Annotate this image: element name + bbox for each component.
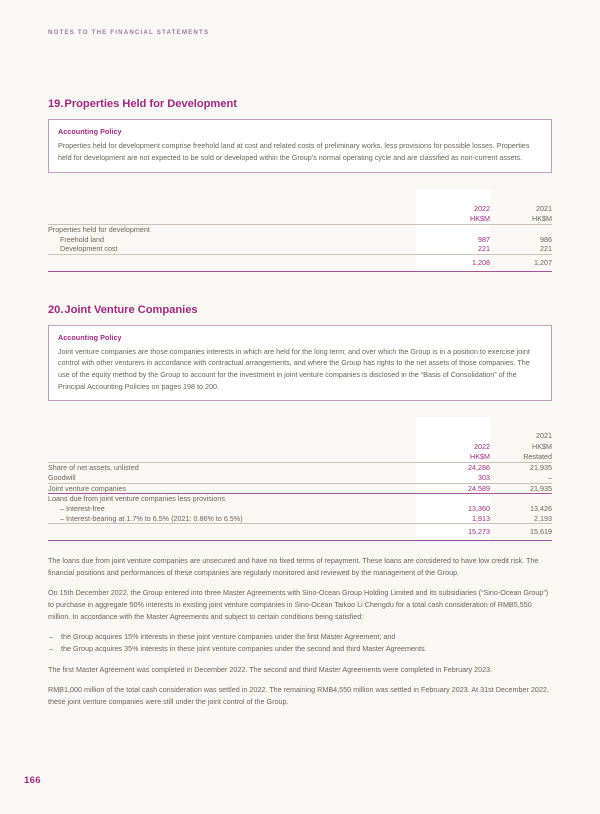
- note-20-paragraph-1: The loans due from joint venture companies are unsecured and have no fixed terms of repayment. These loans are considered to have low credit risk. The financial positions and performances of these companies are regularly monitored and reviewed by the management of the Group.: [48, 556, 539, 577]
- total-value-2021: 1,207: [490, 255, 552, 272]
- table-row: [48, 224, 552, 234]
- row-label: Development cost: [60, 244, 118, 254]
- running-header: NOTES TO THE FINANCIAL STATEMENTS: [48, 29, 210, 36]
- row-value-2022: 24,286: [416, 463, 490, 473]
- note-19-table: [48, 190, 552, 272]
- note-19-policy-title: Accounting Policy: [58, 127, 122, 137]
- total-value-2021: 15,619: [490, 524, 552, 541]
- note-20-title: Joint Venture Companies: [64, 303, 198, 316]
- table-row: [48, 514, 552, 524]
- note-20-bullet-list: [48, 631, 552, 654]
- subtotal-label: Joint venture companies: [48, 483, 416, 494]
- table-20-header-2021-year: 2021: [536, 431, 552, 441]
- note-section-20: [48, 272, 552, 708]
- row-value-2022: 221: [416, 244, 490, 254]
- note-20-policy-title: Accounting Policy: [58, 332, 122, 342]
- row-value-2021: 13,426: [530, 503, 552, 513]
- table-row: [48, 473, 552, 483]
- table-total-row: [48, 255, 552, 272]
- row-value-2022: 1,913: [416, 514, 490, 524]
- page-number: 166: [24, 775, 41, 786]
- total-label: [48, 524, 416, 541]
- list-item: [48, 643, 552, 655]
- row-label: – Interest-bearing at 1.7% to 6.5% (2021: 0.86% to 6.5%): [60, 513, 243, 523]
- spacer-cell: [48, 417, 416, 431]
- note-20-table-wrap: [48, 417, 552, 541]
- table-row: [48, 504, 552, 514]
- table-19-header-blank: [48, 204, 416, 225]
- table-20-header-row: [48, 431, 552, 462]
- table-20-header-2022-year: 2022: [474, 441, 490, 451]
- spacer-cell-2021: [490, 417, 552, 431]
- table-row: [48, 463, 552, 473]
- spacer-cell-2022: [416, 417, 490, 431]
- table-19-header-2022: [416, 204, 490, 225]
- row-label: Share of net assets, unlisted: [48, 463, 139, 473]
- subtotal-value-2022: 24,589: [416, 483, 490, 494]
- table-20-header-2021: [490, 431, 552, 462]
- row-value-2021: [490, 224, 552, 234]
- note-19-policy-text: Properties held for development comprise freehold land at cost and related costs of preliminary works, less provisions for possible losses. Properties held for development are not expected to be sold or developed within the Group’s normal operating cycle and are classified as non-current assets.: [58, 141, 530, 162]
- note-19-number: 19.: [48, 98, 64, 111]
- table-total-row: [48, 524, 552, 541]
- row-value-2021: [490, 494, 552, 504]
- row-label: – Interest-free: [60, 503, 105, 513]
- table-subtotal-row: [48, 483, 552, 494]
- row-value-2022: 13,360: [416, 504, 490, 514]
- note-19-title: Properties Held for Development: [64, 98, 237, 111]
- total-value-2022: 1,208: [416, 255, 490, 272]
- spacer-cell-2021: [490, 190, 552, 204]
- table-20-header-spacer-row: [48, 417, 552, 431]
- table-19-header-2022-unit: HK$M: [470, 213, 490, 223]
- table-20-header-blank: [48, 431, 416, 462]
- dash-marker-icon: –: [49, 632, 53, 642]
- row-value-2022: 987: [416, 235, 490, 245]
- table-row: [48, 244, 552, 254]
- table-20-header-2021-unit: HK$M: [532, 441, 552, 451]
- table-20-header-2022-unit: HK$M: [470, 451, 490, 461]
- note-19-table-wrap: [48, 190, 552, 272]
- table-19-header-2021: [490, 204, 552, 225]
- note-20-paragraph-4: RMB1,000 million of the total cash consideration was settled in 2022. The remaining RMB4,550 million was settled in February 2023. At 31st December 2022, these joint venture companies were still under the joint control of the Group.: [48, 685, 549, 707]
- note-20-table: [48, 417, 552, 541]
- table-row: [48, 494, 552, 504]
- row-value-2022: 303: [416, 473, 490, 483]
- note-20-accounting-policy-box: [48, 325, 552, 402]
- row-value-2021: 21,935: [530, 463, 552, 473]
- total-label: [48, 255, 416, 272]
- row-value-2022: [416, 494, 490, 504]
- note-19-accounting-policy-box: [48, 119, 552, 172]
- note-section-19: [48, 36, 552, 272]
- row-value-2022: [416, 224, 490, 234]
- table-19-header-row: [48, 204, 552, 225]
- note-19-heading: [48, 98, 552, 110]
- note-20-paragraph-2: On 15th December 2022, the Group entered into three Master Agreements with Sino-Ocean Group Holding Limited and its subsidiaries (“Sino-Ocean Group”) to purchase in aggregate 50% interests in existing joint venture companies in Sino-Ocean Taikoo Li Chengdu for a total cash consideration of RMB5,550 million. In accordance with the Master Agreements and subject to certain conditions being satisfied:: [48, 588, 549, 621]
- table-19-header-2021-year: 2021: [536, 203, 552, 213]
- note-20-policy-text: Joint venture companies are those companies interests in which are held for the long term; and over which the Group is in a position to exercise joint control with other venturers in accordance with contractual arrangements, and where the Group has rights to the net assets of those companies. The use of the equity method by the Group to account for the investment in joint venture companies is disclosed in the “Basis of Consolidation” of the Principal Accounting Policies on pages 198 to 200.: [58, 346, 530, 391]
- table-19-header-2022-year: 2022: [474, 203, 490, 213]
- row-value-2021: 2,193: [534, 513, 552, 523]
- row-label: Goodwill: [48, 472, 76, 482]
- table-row: [48, 235, 552, 245]
- list-item-label: the Group acquires 35% interests in these joint venture companies under the second and third Master Agreements.: [61, 644, 427, 654]
- subtotal-value-2021: 21,935: [490, 483, 552, 494]
- row-label: Freehold land: [60, 234, 104, 244]
- table-19-header-2021-unit: HK$M: [532, 213, 552, 223]
- list-item-label: the Group acquires 15% interests in these joint venture companies under the first Master Agreement; and: [61, 632, 396, 642]
- row-value-2021: 221: [540, 244, 552, 254]
- table-20-header-2022: [416, 431, 490, 462]
- note-20-heading: [48, 304, 552, 316]
- spacer-cell: [48, 190, 416, 204]
- row-label: Loans due from joint venture companies less provisions: [48, 494, 225, 504]
- total-value-2022: 15,273: [416, 524, 490, 541]
- table-19-header-spacer-row: [48, 190, 552, 204]
- row-label: Properties held for development: [48, 224, 150, 234]
- row-value-2021: –: [548, 472, 552, 482]
- dash-marker-icon: –: [49, 644, 53, 654]
- list-item: [48, 631, 552, 643]
- table-20-header-2021-note: Restated: [523, 451, 552, 461]
- spacer-cell-2022: [416, 190, 490, 204]
- note-20-number: 20.: [48, 303, 64, 316]
- row-value-2021: 986: [540, 234, 552, 244]
- note-20-paragraph-3: The first Master Agreement was completed in December 2022. The second and third Master Agreements were completed in February 2023.: [48, 664, 493, 674]
